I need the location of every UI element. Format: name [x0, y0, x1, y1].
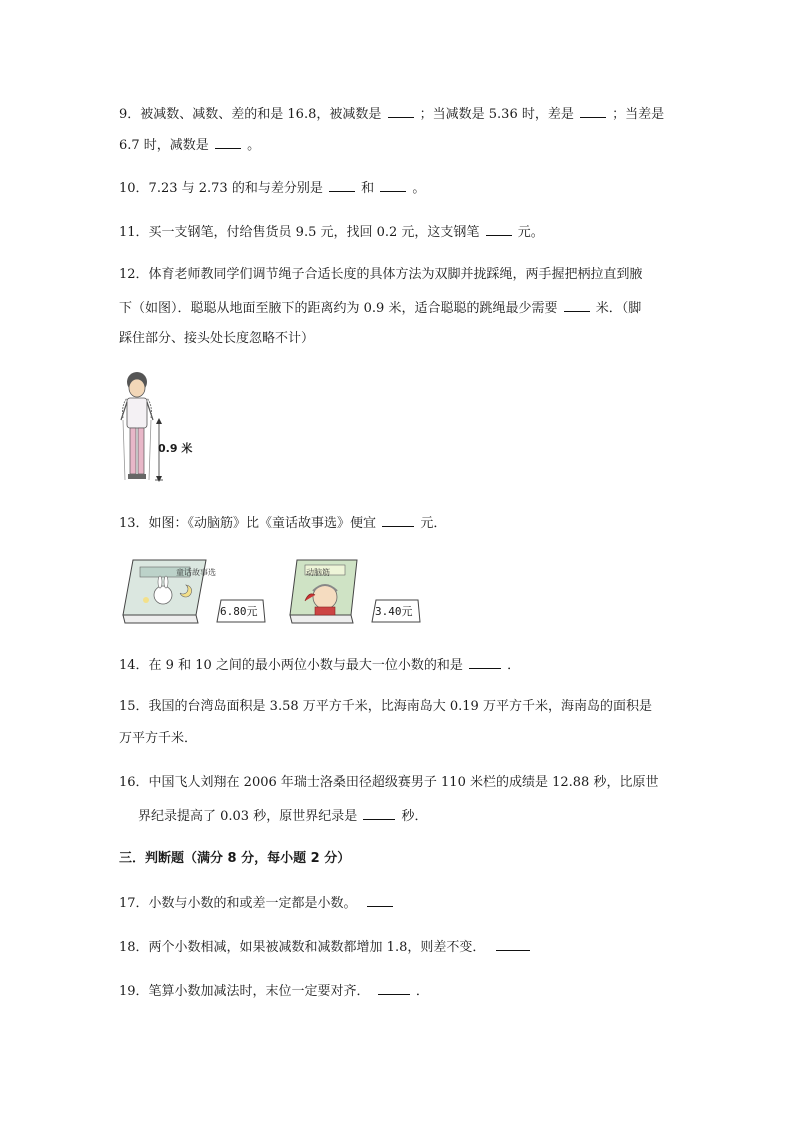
question-10: 10．7.23 与 2.73 的和与差分别是 和 。 — [119, 178, 425, 198]
question-16-line1: 16．中国飞人刘翔在 2006 年瑞士洛桑田径超级赛男子 110 米栏的成绩是 12.88 秒，比原世 — [119, 775, 659, 790]
price-label-2: 3.40元 — [375, 605, 413, 618]
book-title-brain-teaser: 动脑筋 — [306, 568, 330, 577]
question-17: 17．小数与小数的和或差一定都是小数。 — [119, 893, 395, 913]
answer-blank[interactable] — [382, 513, 414, 527]
answer-blank[interactable] — [367, 893, 393, 907]
question-14: 14．在 9 和 10 之间的最小两位小数与最大一位小数的和是 ． — [119, 655, 520, 675]
answer-blank[interactable] — [580, 104, 606, 118]
book-title-fairy-tales: 童话故事选 — [176, 568, 216, 577]
answer-blank[interactable] — [469, 655, 501, 669]
height-label: 0.9 米 — [158, 442, 193, 455]
question-15-line1: 15．我国的台湾岛面积是 3.58 万平方千米，比海南岛大 0.19 万平方千米，海南岛的面积是 — [119, 699, 652, 714]
answer-blank[interactable] — [564, 298, 590, 312]
question-16-line2: 界纪录提高了 0.03 秒，原世界纪录是 秒． — [138, 806, 428, 826]
question-12-line1: 12．体育老师教同学们调节绳子合适长度的具体方法为双脚并拢踩绳，两手握把柄拉直到腋 — [119, 267, 643, 282]
answer-blank[interactable] — [329, 178, 355, 192]
answer-blank[interactable] — [363, 806, 395, 820]
question-12-line3: 踩住部分、接头处长度忽略不计） — [119, 331, 315, 346]
answer-blank[interactable] — [378, 981, 410, 995]
section-heading-judgment: 三．判断题（满分 8 分，每小题 2 分） — [119, 851, 351, 866]
answer-blank[interactable] — [388, 104, 414, 118]
question-18: 18．两个小数相减，如果被减数和减数都增加 1.8，则差不变． — [119, 937, 532, 957]
question-12-line2: 下（如图）．聪聪从地面至腋下的距离约为 0.9 米，适合聪聪的跳绳最少需要 米．（脚 — [119, 298, 641, 318]
answer-blank[interactable] — [380, 178, 406, 192]
child-jump-rope-figure — [115, 368, 200, 492]
answer-blank[interactable] — [496, 937, 530, 951]
question-13: 13．如图：《动脑筋》比《童话故事选》便宜 元． — [119, 513, 446, 533]
question-9-line2: 6.7 时，减数是 。 — [119, 135, 260, 155]
question-11: 11．买一支钢笔，付给售货员 9.5 元，找回 0.2 元，这支钢笔 元。 — [119, 222, 544, 242]
price-label-1: 6.80元 — [220, 605, 258, 618]
answer-blank[interactable] — [215, 135, 241, 149]
question-9-line1: 9．被减数、减数、差的和是 16.8，被减数是 ；当减数是 5.36 时，差是 ；当差是 — [119, 104, 664, 124]
question-15-line2: 万平方千米． — [119, 731, 198, 746]
question-19: 19．笔算小数加减法时，末位一定要对齐． ． — [119, 981, 429, 1001]
answer-blank[interactable] — [486, 222, 512, 236]
